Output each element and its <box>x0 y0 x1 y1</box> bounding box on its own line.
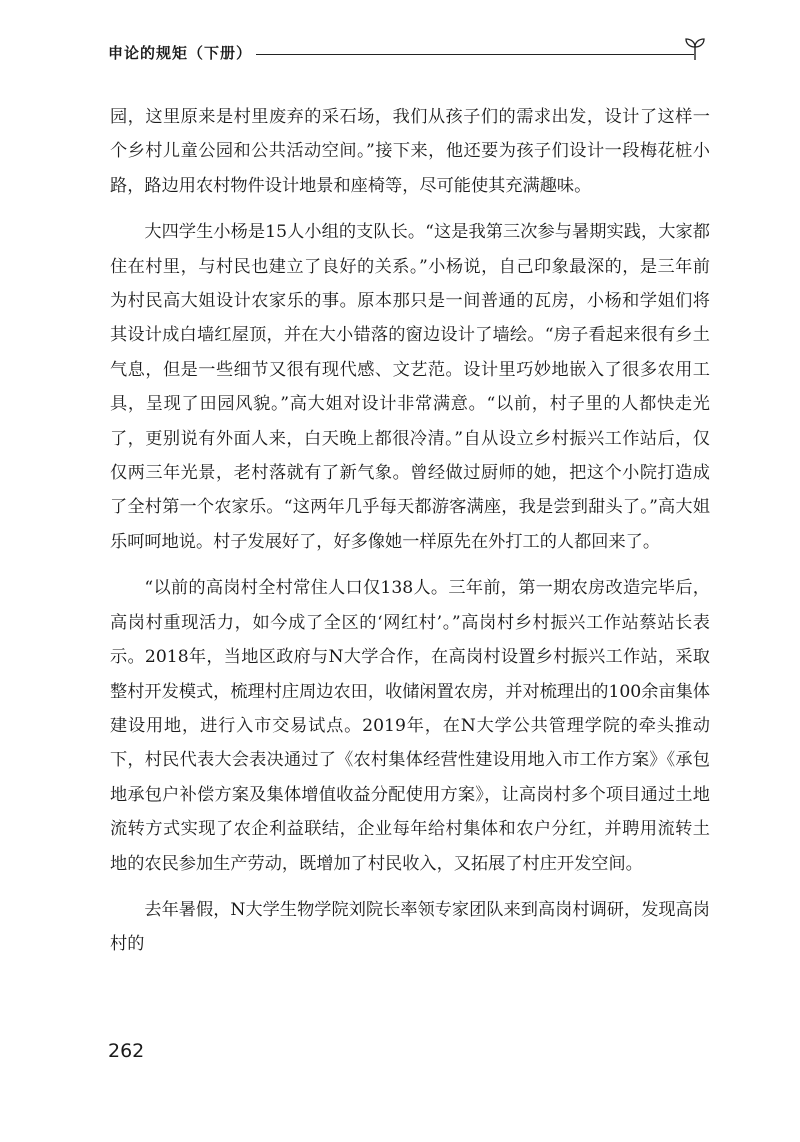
body-text <box>110 100 710 974</box>
paragraph-2: 大四学生小杨是15人小组的支队长。“这是我第三次参与暑期实践，大家都住在村里，与村民也建立了良好的关系。”小杨说，自己印象最深的，是三年前为村民高大姐设计农家乐的事。原本那只是一间普通的瓦房，小杨和学姐们将其设计成白墙红屋顶，并在大小错落的窗边设计了墙绘。“房子看起来很有乡土气息，但是一些细节又很有现代感、文艺范。设计里巧妙地嵌入了很多农用工具，呈现了田园风貌。”高大姐对设计非常满意。“以前，村子里的人都快走光了，更别说有外面人来，白天晚上都很冷清。”自从设立乡村振兴工作站后，仅仅两三年光景，老村落就有了新气象。曾经做过厨师的她，把这个小院打造成了全村第一个农家乐。“这两年几乎每天都游客满座，我是尝到甜头了。”高大姐乐呵呵地说。村子发展好了，好多像她一样原先在外打工的人都回来了。 <box>110 222 710 552</box>
paragraph-1: 园，这里原来是村里废弃的采石场，我们从孩子们的需求出发，设计了这样一个乡村儿童公园和公共活动空间。”接下来，他还要为孩子们设计一段梅花桩小路，路边用农村物件设计地景和座椅等，尽可能使其充满趣味。 <box>110 107 710 196</box>
running-header <box>108 36 708 66</box>
page-number: 262 <box>108 1040 145 1062</box>
leaf-sprout-icon <box>682 36 708 62</box>
paragraph-4: 去年暑假，N大学生物学院刘院长率领专家团队来到高岗村调研，发现高岗村的 <box>110 899 710 955</box>
book-title: 申论的规矩（下册） <box>108 44 253 62</box>
paragraph-3: “以前的高岗村全村常住人口仅138人。三年前，第一期农房改造完毕后，高岗村重现活力，如今成了全区的‘网红村’。”高岗村乡村振兴工作站蔡站长表示。2018年，当地区政府与N大学合作，在高岗村设置乡村振兴工作站，采取整村开发模式，梳理村庄周边农田，收储闲置农房，并对梳理出的100余亩集体建设用地，进行入市交易试点。2019年，在N大学公共管理学院的牵头推动下，村民代表大会表决通过了《农村集体经营性建设用地入市工作方案》《承包地承包户补偿方案及集体增值收益分配使用方案》，让高岗村多个项目通过土地流转方式实现了农企利益联结，企业每年给村集体和农户分红，并聘用流转土地的农民参加生产劳动，既增加了村民收入，又拓展了村庄开发空间。 <box>110 578 710 874</box>
header-rule <box>256 54 694 55</box>
